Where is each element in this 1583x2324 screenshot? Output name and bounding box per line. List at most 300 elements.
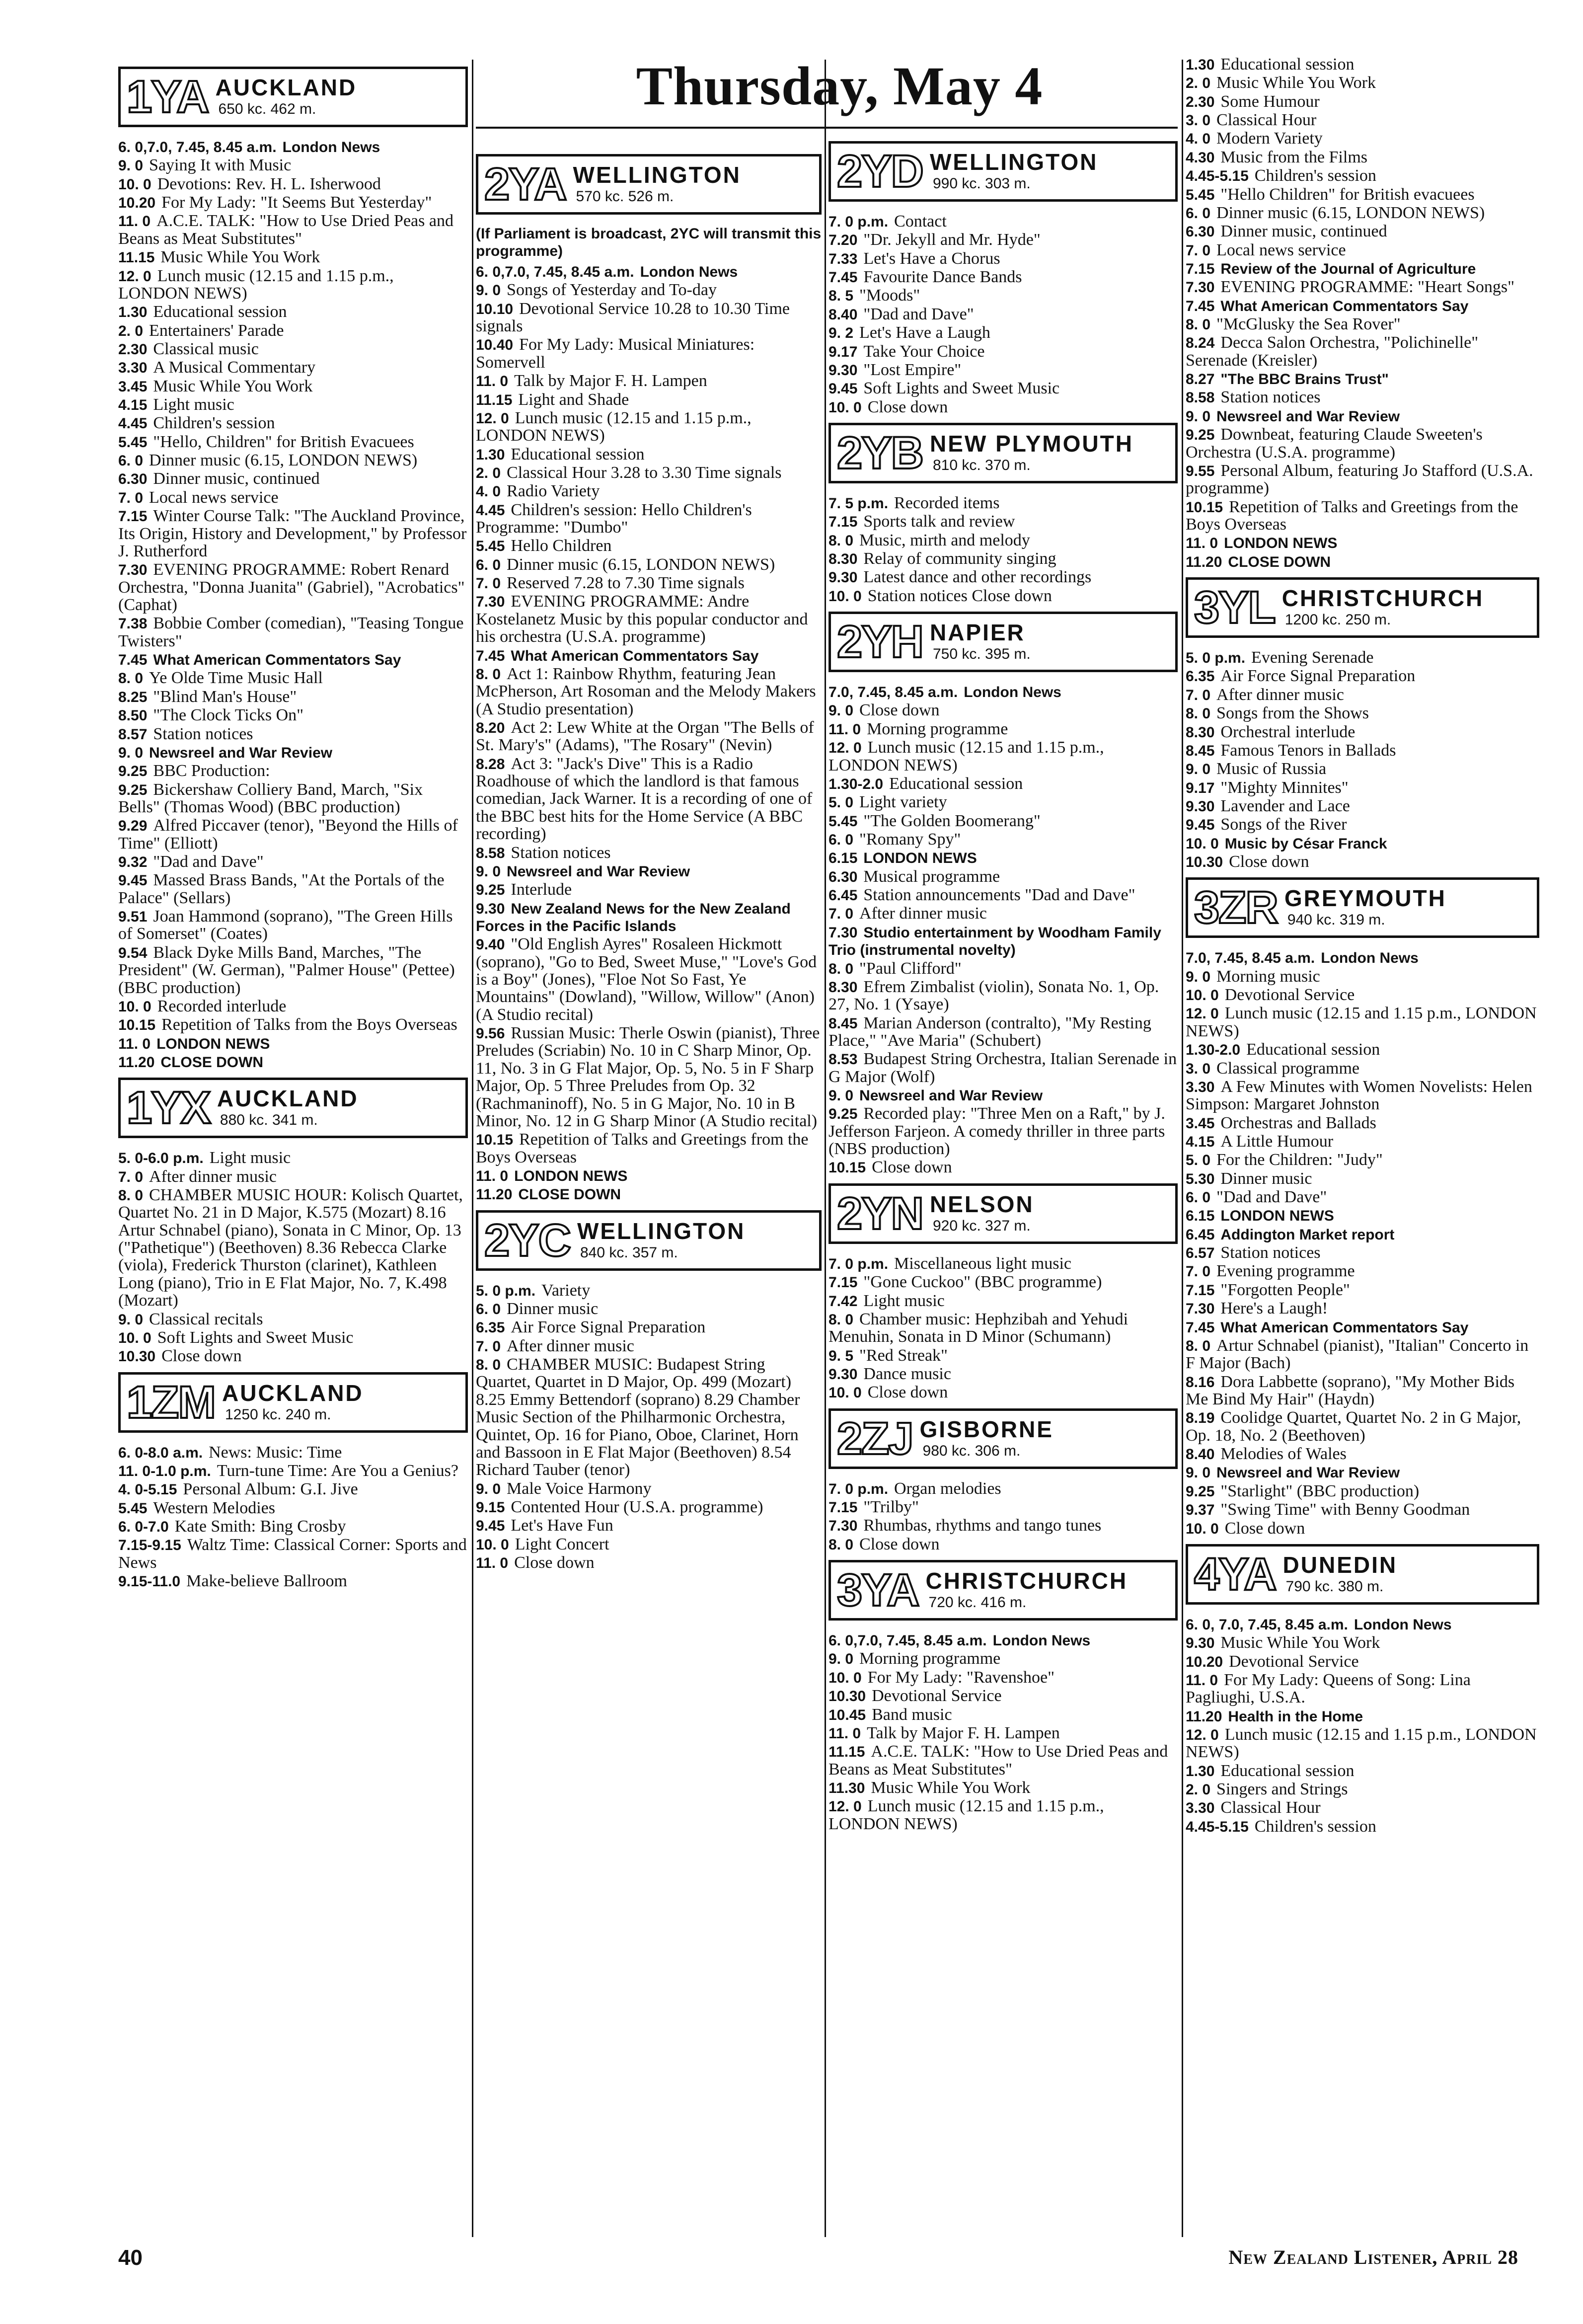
- entry-time: 10.40: [476, 337, 514, 354]
- entry-text: Station notices: [1220, 1243, 1321, 1262]
- programme-entry: [476, 501, 822, 537]
- entry-text: Classical Hour: [1220, 1798, 1321, 1817]
- programme-entry: [829, 1292, 1178, 1310]
- entry-text: Interlude: [511, 880, 572, 899]
- station-frequency: 880 kc. 341 m.: [220, 1112, 318, 1129]
- entry-time: 5.45: [118, 1500, 148, 1517]
- programme-entry: [118, 1572, 468, 1590]
- entry-text: Classical Hour 3.28 to 3.30 Time signals: [507, 463, 782, 482]
- entry-time: 10. 0: [829, 1669, 862, 1686]
- programme-entry: [1186, 534, 1539, 551]
- programme-entry: [829, 1050, 1178, 1085]
- entry-time: 7.38: [118, 616, 148, 632]
- station-section: [1186, 577, 1539, 870]
- entry-text: Act 3: "Jack's Dive" This is a Radio Roadhouse of which the landlord is that famous comedian, Jack Warner. It is a recording of one of the BBC best hits for the Home Service (A BBC recording): [476, 754, 813, 844]
- programme-entry: [118, 1518, 468, 1535]
- entry-text: Latest dance and other recordings: [863, 568, 1092, 587]
- entry-text: Classical recitals: [149, 1310, 263, 1328]
- entry-text: Organ melodies: [894, 1479, 1001, 1498]
- programme-entry: [1186, 1653, 1539, 1670]
- entry-time: 6. 0,7.0, 7.45, 8.45 a.m.: [829, 1632, 987, 1649]
- entry-time: 7.45: [1186, 1319, 1215, 1336]
- entry-text: LONDON NEWS: [156, 1035, 270, 1052]
- entry-text: Radio Variety: [507, 482, 600, 501]
- entry-time: 9. 0: [118, 157, 144, 174]
- entry-text: For My Lady: "Ravenshoe": [867, 1668, 1055, 1687]
- entry-time: 6. 0: [1186, 1189, 1211, 1206]
- programme-entry: [476, 537, 822, 554]
- entry-text: News: Music: Time: [209, 1443, 342, 1462]
- entry-text: Turn-tune Time: Are You a Genius?: [217, 1462, 458, 1480]
- programme-entry: [1186, 704, 1539, 722]
- station-section: [1186, 877, 1539, 1537]
- programme-entry: [829, 213, 1178, 230]
- station-logo: 2YA: [484, 159, 566, 210]
- station-section: [829, 423, 1178, 605]
- station-header: [829, 141, 1178, 202]
- entry-text: Let's Have a Chorus: [863, 249, 1000, 268]
- entry-time: 4.45-5.15: [1186, 168, 1249, 185]
- column-2: [476, 147, 822, 1572]
- entry-text: CLOSE DOWN: [160, 1054, 264, 1071]
- programme-entry: [1186, 74, 1539, 91]
- programme-entry: [829, 587, 1178, 605]
- entry-text: London News: [992, 1632, 1091, 1649]
- entry-text: "Paul Clifford": [859, 959, 962, 978]
- entry-text: Local news service: [149, 488, 279, 507]
- station-header: [118, 1372, 468, 1433]
- station-header: [829, 1183, 1178, 1244]
- entry-text: Dora Labbette (soprano), "My Mother Bids Me Bind My Hair" (Haydn): [1186, 1372, 1515, 1408]
- entry-text: Lunch music (12.15 and 1.15 p.m., LONDON NEWS): [829, 738, 1104, 775]
- programme-entry: [829, 1536, 1178, 1553]
- station-info: [216, 76, 357, 118]
- entry-time: 8.28: [476, 756, 505, 773]
- programme-entry: [118, 688, 468, 705]
- entry-time: 9.54: [118, 944, 148, 961]
- entry-time: 8. 5: [829, 288, 854, 305]
- entry-text: Dinner music, continued: [1220, 222, 1387, 241]
- entry-text: Music, mirth and melody: [859, 531, 1030, 549]
- entry-time: 10.15: [1186, 499, 1223, 516]
- entry-text: Devotional Service 10.28 to 10.30 Time signals: [476, 299, 790, 336]
- programme-entry: [1186, 370, 1539, 387]
- programme-entry: [1186, 853, 1539, 870]
- entry-time: 8.45: [829, 1015, 858, 1032]
- programme-entry: [476, 1024, 822, 1130]
- programme-entry: [1186, 1262, 1539, 1280]
- programme-entry: [1186, 1616, 1539, 1633]
- programme-entry: [829, 361, 1178, 379]
- programme-entry: [829, 1159, 1178, 1176]
- entry-text: Close down: [859, 701, 940, 720]
- programme-entry: [829, 1014, 1178, 1050]
- station-header: [829, 1408, 1178, 1469]
- programme-entry: [476, 391, 822, 408]
- entry-text: Light music: [209, 1149, 291, 1167]
- station-city: DUNEDIN: [1282, 1551, 1398, 1578]
- entry-text: Morning music: [1216, 967, 1320, 986]
- entry-time: 10.30: [118, 1348, 156, 1365]
- entry-time: 9.17: [1186, 779, 1215, 796]
- entry-time: 11. 0: [829, 1725, 861, 1742]
- entry-time: 7.0, 7.45, 8.45 a.m.: [1186, 950, 1315, 967]
- entry-text: Music While You Work: [1220, 1633, 1380, 1652]
- programme-entry: [1186, 835, 1539, 852]
- entry-text: CHAMBER MUSIC: Budapest String Quartet, Quartet in D Major, Op. 499 (Mozart) 8.25 Emmy Bettendorf (soprano) 8.29 Chamber Music Section of the Philharmonic Orchestra, Quintet, Op. 16 for Piano, Oboe, Clarinet, Horn and Bassoon in E Flat Major (Beethoven) 8.54 Richard Tauber (tenor): [476, 1355, 800, 1479]
- programme-entry: [476, 464, 822, 481]
- entry-time: 6.45: [829, 887, 858, 904]
- programme-entry: [476, 1185, 822, 1203]
- entry-time: 7.15-9.15: [118, 1537, 181, 1554]
- programme-entry: [118, 340, 468, 358]
- entry-text: After dinner music: [149, 1167, 277, 1186]
- programme-entry: [1186, 1445, 1539, 1463]
- programme-entry: [118, 248, 468, 266]
- station-header: [829, 1560, 1178, 1621]
- programme-entry: [118, 414, 468, 432]
- programme-entry: [829, 739, 1178, 774]
- station-header: [829, 612, 1178, 672]
- programme-entry: [476, 844, 822, 861]
- entry-text: A.C.E. TALK: "How to Use Dried Peas and Beans as Meat Substitutes": [829, 1742, 1168, 1779]
- programme-entry: [476, 1517, 822, 1534]
- programme-entry: [476, 719, 822, 754]
- entry-text: Saying It with Music: [149, 156, 292, 175]
- programme-entry: [118, 1536, 468, 1571]
- entry-time: 7. 0: [476, 1338, 501, 1355]
- programme-entry: [1186, 241, 1539, 259]
- entry-text: A Few Minutes with Women Novelists: Helen Simpson: Margaret Johnston: [1186, 1077, 1532, 1114]
- programme-entry: [476, 665, 822, 718]
- entry-text: EVENING PROGRAMME: Robert Renard Orchestra, "Donna Juanita" (Gabriel), "Acrobatics" (Caphat): [118, 560, 465, 614]
- programme-entry: [1186, 1188, 1539, 1206]
- entry-time: 12. 0: [829, 740, 862, 757]
- entry-text: After dinner music: [507, 1336, 634, 1355]
- entry-time: 9.25: [1186, 427, 1215, 444]
- entry-text: Artur Schnabel (pianist), "Italian" Concerto in F Major (Bach): [1186, 1336, 1529, 1373]
- entry-text: Music by César Franck: [1224, 835, 1387, 852]
- entry-time: 7. 0 p.m.: [829, 214, 889, 230]
- entry-text: For My Lady: Musical Miniatures: Somervell: [476, 335, 755, 372]
- entry-time: 10. 0: [1186, 1520, 1219, 1537]
- entry-time: 4.45-5.15: [1186, 1818, 1249, 1835]
- programme-entry: [1186, 1726, 1539, 1761]
- entry-time: 12. 0: [1186, 1727, 1219, 1744]
- entry-text: Repetition of Talks from the Boys Overseas: [161, 1015, 457, 1034]
- station-info: [930, 621, 1031, 663]
- entry-text: What American Commentators Say: [511, 647, 759, 664]
- programme-entry: [829, 701, 1178, 719]
- programme-entry: [118, 267, 468, 303]
- entry-time: 4. 0: [476, 483, 501, 500]
- station-frequency: 990 kc. 303 m.: [932, 175, 1031, 192]
- entry-time: 8. 0: [829, 1311, 854, 1328]
- entry-text: Let's Have Fun: [511, 1516, 613, 1535]
- entry-time: 9.30: [829, 1366, 858, 1383]
- entry-time: 6. 0,7.0, 7.45, 8.45 a.m.: [476, 264, 634, 280]
- entry-text: Dinner music (6.15, LONDON NEWS): [1216, 203, 1485, 222]
- entry-time: 1.30: [118, 304, 148, 321]
- entry-text: Newsreel and War Review: [507, 863, 690, 880]
- station-frequency: 810 kc. 370 m.: [932, 457, 1031, 473]
- entry-time: 8.40: [1186, 1446, 1215, 1463]
- entry-text: LONDON NEWS: [1224, 535, 1338, 552]
- entry-time: 4.45: [476, 502, 505, 519]
- entry-text: Music While You Work: [871, 1779, 1031, 1797]
- entry-time: 9. 0: [829, 1651, 854, 1668]
- entry-time: 7.45: [829, 269, 858, 286]
- entry-text: Band music: [872, 1705, 952, 1724]
- programme-entry: [118, 470, 468, 487]
- entry-text: Orchestral interlude: [1220, 722, 1356, 741]
- entry-text: Black Dyke Mills Band, Marches, "The President" (W. German), "Palmer House" (Pettee) (BBC production): [118, 943, 455, 997]
- programme-entry: [829, 1706, 1178, 1723]
- entry-text: Personal Album, featuring Jo Stafford (U.S.A. programme): [1186, 461, 1533, 498]
- programme-entry: [1186, 167, 1539, 184]
- entry-text: Take Your Choice: [863, 342, 985, 361]
- station-frequency: 920 kc. 327 m.: [932, 1217, 1031, 1234]
- station-frequency: 790 kc. 380 m.: [1285, 1578, 1384, 1595]
- programme-entry: [476, 372, 822, 389]
- entry-text: Bobbie Comber (comedian), "Teasing Tongue Twisters": [118, 614, 464, 650]
- entry-text: Evening Serenade: [1251, 648, 1374, 667]
- station-logo: 2YD: [837, 146, 923, 197]
- entry-time: 9. 2: [829, 325, 854, 342]
- programme-entry: [1186, 649, 1539, 666]
- entry-time: 6.30: [1186, 224, 1215, 240]
- entry-time: 4.45: [118, 415, 148, 432]
- programme-entry: [476, 1131, 822, 1166]
- entry-time: 7.30: [829, 924, 858, 941]
- programme-entry: [1186, 1133, 1539, 1150]
- programme-entry: [476, 935, 822, 1023]
- entry-time: 8.27: [1186, 371, 1215, 388]
- entry-time: 8. 0: [829, 1536, 854, 1553]
- station-section: [829, 1183, 1178, 1401]
- entry-time: 8. 0: [1186, 705, 1211, 722]
- entry-text: Recorded items: [894, 493, 1000, 512]
- entry-time: 8. 0: [476, 1357, 501, 1374]
- programme-entry: [1186, 111, 1539, 129]
- entry-time: 6.57: [1186, 1245, 1215, 1262]
- programme-entry: [1186, 149, 1539, 166]
- entry-time: 8.19: [1186, 1410, 1215, 1427]
- programme-entry: [118, 615, 468, 650]
- programme-entry: [118, 908, 468, 943]
- entry-text: Newsreel and War Review: [149, 744, 333, 761]
- entry-time: 7. 0: [1186, 1263, 1211, 1280]
- programme-entry: [829, 287, 1178, 304]
- programme-entry: [1186, 1060, 1539, 1077]
- entry-text: Lunch music (12.15 and 1.15 p.m., LONDON NEWS): [829, 1797, 1104, 1833]
- entry-text: Classical Hour: [1216, 111, 1317, 130]
- entry-time: 6. 0, 7.0, 7.45, 8.45 a.m.: [1186, 1616, 1348, 1633]
- entry-time: 11. 0: [476, 1167, 509, 1184]
- station-info: [1284, 887, 1446, 929]
- programme-entry: [829, 398, 1178, 416]
- entry-text: "Swing Time" with Benny Goodman: [1220, 1500, 1470, 1519]
- entry-text: Morning programme: [859, 1649, 1001, 1668]
- programme-entry: [829, 1480, 1178, 1497]
- entry-text: What American Commentators Say: [153, 652, 401, 669]
- entry-text: Close down: [514, 1553, 595, 1572]
- station-info: [930, 151, 1098, 192]
- entry-time: 4. 0: [1186, 131, 1211, 148]
- entry-text: CHAMBER MUSIC HOUR: Kolisch Quartet, Quartet No. 21 in D Major, K.575 (Mozart) 8.16 Artur Schnabel (piano), Sonata in C Minor, Op. 13 ("Pathetique") (Beethoven) 8.36 Rebecca Clarke (viola), Frederick Thurston (clarinet), Kathleen Long (piano), Trio in E Flat Major, No. 7, K.498 (Mozart): [118, 1186, 463, 1310]
- entry-text: "Dad and Dave": [863, 305, 974, 323]
- programme-entry: [829, 1086, 1178, 1104]
- entry-time: 11.20: [1186, 1708, 1222, 1725]
- entry-time: 11.20: [476, 1186, 513, 1203]
- entry-time: 7.30: [1186, 279, 1215, 296]
- entry-time: 7.30: [829, 1518, 858, 1535]
- programme-entry: [829, 905, 1178, 922]
- entry-time: 2.30: [118, 341, 148, 358]
- station-section: [829, 141, 1178, 416]
- entry-time: 7.30: [118, 562, 148, 579]
- entry-time: 7. 5 p.m.: [829, 495, 889, 512]
- entry-text: Singers and Strings: [1216, 1780, 1348, 1799]
- station-logo: 1YA: [127, 72, 209, 122]
- entry-text: Dinner music: [507, 1300, 599, 1318]
- entry-time: 9.30: [1186, 798, 1215, 815]
- programme-entry: [829, 775, 1178, 792]
- programme-entry: [1186, 797, 1539, 815]
- entry-text: Dinner music (6.15, LONDON NEWS): [507, 555, 775, 574]
- entry-time: 5. 0 p.m.: [1186, 650, 1246, 667]
- programme-entry: [118, 433, 468, 451]
- entry-text: Repetition of Talks and Greetings from the Boys Overseas: [1186, 497, 1518, 534]
- entry-text: Soft Lights and Sweet Music: [863, 379, 1060, 398]
- programme-entry: [829, 343, 1178, 360]
- programme-entry: [1186, 760, 1539, 777]
- entry-time: 1.30-2.0: [1186, 1042, 1241, 1059]
- column-divider: [825, 60, 826, 2237]
- entry-time: 7.45: [476, 647, 505, 664]
- entry-time: 9.30: [829, 362, 858, 379]
- entry-text: "Dad and Dave": [153, 852, 264, 871]
- entry-time: 9.56: [476, 1025, 505, 1042]
- column-4: [1186, 56, 1539, 1836]
- programme-entry: [118, 507, 468, 560]
- entry-text: EVENING PROGRAMME: "Heart Songs": [1220, 278, 1514, 297]
- station-section: [118, 1372, 468, 1590]
- programme-entry: [829, 231, 1178, 248]
- entry-time: 10. 0: [1186, 835, 1219, 852]
- entry-time: 6. 0,7.0, 7.45, 8.45 a.m.: [118, 139, 277, 155]
- entry-text: Relay of community singing: [863, 549, 1056, 568]
- entry-text: Talk by Major F. H. Lampen: [514, 372, 707, 390]
- programme-entry: [118, 322, 468, 339]
- station-logo: 3YL: [1194, 582, 1275, 633]
- entry-text: Close down: [867, 1383, 948, 1402]
- programme-entry: [829, 978, 1178, 1013]
- programme-entry: [1186, 949, 1539, 966]
- entry-text: "The Golden Boomerang": [863, 811, 1041, 830]
- programme-entry: [1186, 1151, 1539, 1168]
- programme-entry: [1186, 1707, 1539, 1725]
- programme-entry: [476, 574, 822, 592]
- entry-time: 9.25: [829, 1106, 858, 1123]
- entry-time: 6.15: [1186, 1208, 1215, 1225]
- entry-text: Dinner music (6.15, LONDON NEWS): [149, 451, 418, 470]
- programme-entry: [118, 1053, 468, 1071]
- programme-entry: [1186, 1373, 1539, 1408]
- entry-text: Children's session: [153, 414, 275, 433]
- station-frequency: 840 kc. 357 m.: [580, 1244, 678, 1261]
- programme-entry: [829, 1669, 1178, 1686]
- programme-entry: [476, 300, 822, 335]
- entry-time: 9.30: [1186, 1635, 1215, 1652]
- page-number: 40: [118, 2246, 143, 2270]
- entry-text: "Red Streak": [859, 1346, 948, 1365]
- entry-time: 8.25: [118, 689, 148, 705]
- programme-entry: [118, 1035, 468, 1052]
- entry-text: "Starlight" (BBC production): [1220, 1481, 1420, 1500]
- programme-entry: [829, 1105, 1178, 1158]
- programme-entry: [829, 1779, 1178, 1796]
- station-city: WELLINGTON: [573, 162, 741, 188]
- entry-text: "Forgotten People": [1220, 1280, 1350, 1299]
- entry-text: For My Lady: "It Seems But Yesterday": [161, 193, 432, 212]
- entry-time: 10. 0: [118, 1329, 151, 1346]
- entry-text: A Musical Commentary: [153, 358, 316, 377]
- programme-entry: [1186, 426, 1539, 461]
- entry-time: 7.15: [1186, 1282, 1215, 1299]
- entry-time: 6.35: [1186, 668, 1215, 685]
- entry-text: Recorded play: "Three Men on a Raft," by J. Jefferson Farjeon. A comedy thriller in three parts (NBS production): [829, 1104, 1165, 1159]
- entry-time: 11. 0: [118, 213, 151, 230]
- programme-entry: [476, 1282, 822, 1299]
- entry-time: 4.15: [1186, 1133, 1215, 1150]
- programme-entry: [1186, 1671, 1539, 1706]
- programme-entry: [118, 359, 468, 376]
- entry-time: 4. 0-5.15: [118, 1481, 177, 1498]
- entry-text: LONDON NEWS: [1220, 1208, 1334, 1225]
- entry-time: 2.30: [1186, 93, 1215, 110]
- station-city: GISBORNE: [919, 1416, 1054, 1442]
- programme-entry: [1186, 186, 1539, 203]
- entry-time: 9.32: [118, 854, 148, 871]
- entry-time: 6.35: [476, 1319, 505, 1336]
- entry-text: Children's session: Hello Children's Programme: "Dumbo": [476, 500, 752, 537]
- entry-text: Musical programme: [863, 867, 1000, 886]
- entry-time: 11.20: [118, 1054, 155, 1071]
- entry-time: 6.15: [829, 850, 858, 867]
- programme-entry: [829, 1687, 1178, 1704]
- station-section: [118, 1078, 468, 1365]
- entry-time: 8.58: [476, 845, 505, 861]
- entry-time: 9.45: [118, 872, 148, 889]
- entry-time: 3.45: [1186, 1115, 1215, 1132]
- programme-entry: [829, 568, 1178, 586]
- entry-text: Sports talk and review: [863, 512, 1015, 531]
- programme-entry: [1186, 260, 1539, 277]
- entry-text: New Zealand News for the New Zealand Forces in the Pacific Islands: [476, 900, 791, 934]
- entry-time: 10. 0: [1186, 987, 1219, 1004]
- station-logo: 2YB: [837, 427, 923, 478]
- entry-time: 9.55: [1186, 463, 1215, 479]
- programme-entry: [1186, 1762, 1539, 1780]
- programme-entry: [829, 886, 1178, 904]
- entry-text: Classical music: [153, 339, 259, 358]
- entry-text: Marian Anderson (contralto), "My Resting Place," "Ave Maria" (Schubert): [829, 1013, 1151, 1050]
- entry-time: 7. 0: [476, 575, 501, 592]
- entry-time: 7. 0: [118, 489, 144, 506]
- entry-text: Station notices Close down: [867, 586, 1052, 605]
- entry-time: 6. 0: [476, 1301, 501, 1318]
